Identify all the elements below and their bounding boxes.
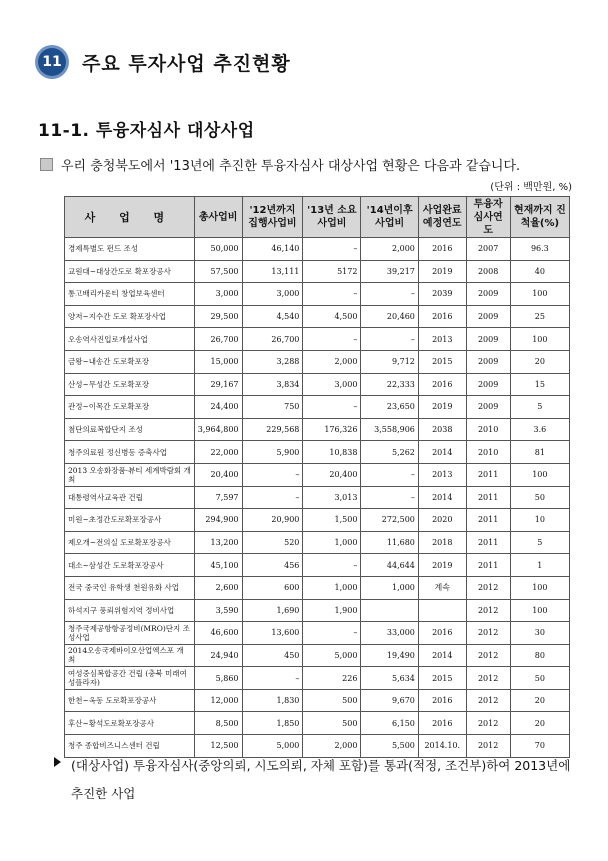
table-row xyxy=(65,644,570,667)
table-cell: – xyxy=(303,554,361,577)
table-row xyxy=(65,373,570,396)
table-cell: 15,000 xyxy=(194,350,242,373)
table-cell: 2018 xyxy=(418,531,466,554)
table-cell: 100 xyxy=(510,599,569,622)
section-title: 주요 투자사업 추진현황 xyxy=(82,52,291,75)
table-cell: 12,500 xyxy=(194,735,242,758)
table-cell: 2016 xyxy=(418,622,466,645)
table-cell: 450 xyxy=(242,644,303,667)
table-cell: 2014 xyxy=(418,644,466,667)
table-cell: 1,900 xyxy=(303,599,361,622)
project-name-cell: 미원~초정간도로확포장공사 xyxy=(65,509,195,532)
table-cell: 29,500 xyxy=(194,305,242,328)
table-cell: 456 xyxy=(242,554,303,577)
table-cell: 2011 xyxy=(466,531,510,554)
project-name-cell: 교원대~대상간도로 확포장공사 xyxy=(65,260,195,283)
table-cell: 19,490 xyxy=(361,644,418,667)
table-cell: 계속 xyxy=(418,576,466,599)
table-cell: 5 xyxy=(510,396,569,419)
table-cell: 2039 xyxy=(418,283,466,306)
table-cell: 13,600 xyxy=(242,622,303,645)
table-cell: 2011 xyxy=(466,554,510,577)
table-cell: 2009 xyxy=(466,305,510,328)
table-cell: 3.6 xyxy=(510,418,569,441)
table-cell: 2011 xyxy=(466,486,510,509)
table-cell: 39,217 xyxy=(361,260,418,283)
column-header: '12년까지 집행사업비 xyxy=(242,197,303,238)
project-name-cell: 한천~옥동 도로확포장공사 xyxy=(65,689,195,712)
table-cell: 24,940 xyxy=(194,644,242,667)
table-cell: 24,400 xyxy=(194,396,242,419)
table-cell: – xyxy=(303,283,361,306)
table-row xyxy=(65,667,570,690)
table-cell: 2011 xyxy=(466,509,510,532)
table-cell: 100 xyxy=(510,463,569,486)
investment-table xyxy=(64,196,570,758)
table-row xyxy=(65,396,570,419)
table-cell: 2012 xyxy=(466,667,510,690)
table-cell: 2014 xyxy=(418,486,466,509)
table-cell: 176,326 xyxy=(303,418,361,441)
project-name-cell: 오송역사진입로개설사업 xyxy=(65,328,195,351)
table-row xyxy=(65,350,570,373)
table-cell: 2015 xyxy=(418,350,466,373)
table-row xyxy=(65,328,570,351)
table-cell: 10 xyxy=(510,509,569,532)
table-cell: 2009 xyxy=(466,350,510,373)
table-cell: 229,568 xyxy=(242,418,303,441)
table-cell: 12,000 xyxy=(194,689,242,712)
project-name-cell: 대통령역사교육관 건립 xyxy=(65,486,195,509)
table-cell: 22,333 xyxy=(361,373,418,396)
table-cell: 11,680 xyxy=(361,531,418,554)
table-cell: 2016 xyxy=(418,373,466,396)
table-cell: 1 xyxy=(510,554,569,577)
column-header: 사 업 명 xyxy=(65,197,195,238)
table-cell: 500 xyxy=(303,689,361,712)
table-cell: 3,590 xyxy=(194,599,242,622)
table-cell: 2020 xyxy=(418,509,466,532)
project-name-cell: 하석지구 풍뢰위험지역 정비사업 xyxy=(65,599,195,622)
table-cell: 2015 xyxy=(418,667,466,690)
table-cell: 46,600 xyxy=(194,622,242,645)
table-cell: 1,000 xyxy=(303,531,361,554)
table-cell: 45,100 xyxy=(194,554,242,577)
project-name-cell: 관정~이목간 도로확포장 xyxy=(65,396,195,419)
table-cell: 3,558,906 xyxy=(361,418,418,441)
table-cell: 100 xyxy=(510,283,569,306)
table-row xyxy=(65,689,570,712)
table-cell: 3,964,800 xyxy=(194,418,242,441)
table-row xyxy=(65,238,570,261)
table-cell: 750 xyxy=(242,396,303,419)
table-row xyxy=(65,554,570,577)
table-cell: 5,634 xyxy=(361,667,418,690)
table-cell: – xyxy=(361,463,418,486)
subsection-title: 11-1. 투융자심사 대상사업 xyxy=(38,121,255,141)
table-cell: 81 xyxy=(510,441,569,464)
triangle-bullet-icon xyxy=(54,757,61,767)
table-cell: 2019 xyxy=(418,260,466,283)
table-row xyxy=(65,441,570,464)
table-cell: 2016 xyxy=(418,712,466,735)
column-header: 투융자 심사연도 xyxy=(466,197,510,238)
table-row xyxy=(65,283,570,306)
project-name-cell: 청주국제공항항공정비(MRO)단지 조성사업 xyxy=(65,622,195,645)
table-cell: 70 xyxy=(510,735,569,758)
project-name-cell: 경제특별도 펀드 조성 xyxy=(65,238,195,261)
table-cell: 5,900 xyxy=(242,441,303,464)
table-row xyxy=(65,305,570,328)
table-row xyxy=(65,576,570,599)
table-cell: 2016 xyxy=(418,238,466,261)
table-cell: 2010 xyxy=(466,441,510,464)
table-cell: 2014.10. xyxy=(418,735,466,758)
section-header xyxy=(38,48,291,76)
square-bullet-icon xyxy=(40,158,53,171)
table-cell: 2,600 xyxy=(194,576,242,599)
table-cell: 10,838 xyxy=(303,441,361,464)
table-cell: 3,000 xyxy=(303,373,361,396)
table-row xyxy=(65,418,570,441)
table-cell xyxy=(361,599,418,622)
table-cell: 20,400 xyxy=(303,463,361,486)
table-cell: – xyxy=(242,486,303,509)
table-row xyxy=(65,486,570,509)
table-cell: 600 xyxy=(242,576,303,599)
table-cell: 7,597 xyxy=(194,486,242,509)
table-cell: – xyxy=(303,238,361,261)
project-name-cell: 후산~황석도로확포장공사 xyxy=(65,712,195,735)
table-cell: 5,000 xyxy=(303,644,361,667)
table-cell: 9,670 xyxy=(361,689,418,712)
table-cell: 20 xyxy=(510,712,569,735)
table-cell: 2038 xyxy=(418,418,466,441)
project-name-cell: 제오개~전의실 도로확포장공사 xyxy=(65,531,195,554)
project-name-cell: 산성~무성간 도로확포장 xyxy=(65,373,195,396)
table-cell: 15 xyxy=(510,373,569,396)
table-cell: 5172 xyxy=(303,260,361,283)
section-number-badge: 11 xyxy=(38,48,66,76)
intro-line xyxy=(40,155,520,174)
table-cell: 2014 xyxy=(418,441,466,464)
table-cell: 2019 xyxy=(418,554,466,577)
project-name-cell: 통고배리카운티 창업보육센터 xyxy=(65,283,195,306)
table-cell: 2009 xyxy=(466,328,510,351)
table-cell: 4,500 xyxy=(303,305,361,328)
table-cell: 50 xyxy=(510,486,569,509)
table-cell: 29,167 xyxy=(194,373,242,396)
table-cell: 13,111 xyxy=(242,260,303,283)
table-cell: 20,400 xyxy=(194,463,242,486)
table-cell: 25 xyxy=(510,305,569,328)
table-row xyxy=(65,463,570,486)
table-cell: 2012 xyxy=(466,576,510,599)
table-cell: 294,900 xyxy=(194,509,242,532)
table-cell: 2008 xyxy=(466,260,510,283)
table-cell: 4,540 xyxy=(242,305,303,328)
table-cell: 226 xyxy=(303,667,361,690)
project-name-cell: 2013 오송화장품·뷰티 세계박람회 개최 xyxy=(65,463,195,486)
table-cell: 26,700 xyxy=(194,328,242,351)
table-cell: 100 xyxy=(510,576,569,599)
table-cell: 2019 xyxy=(418,396,466,419)
project-name-cell: 청주 종합비즈니스센터 건립 xyxy=(65,735,195,758)
note xyxy=(48,752,576,808)
table-cell: 2012 xyxy=(466,712,510,735)
column-header: '13년 소요사업비 xyxy=(303,197,361,238)
table-header-row xyxy=(65,197,570,238)
note-text: (대상사업) 투융자심사(중앙의뢰, 시도의뢰, 자체 포함)를 통과(적정, 조건부)하여 2013년에 추진한 사업 xyxy=(71,758,571,801)
table-cell: 5,262 xyxy=(361,441,418,464)
table-cell: 520 xyxy=(242,531,303,554)
table-cell: – xyxy=(303,328,361,351)
table-cell: 1,000 xyxy=(303,576,361,599)
table-cell: 20,900 xyxy=(242,509,303,532)
table-cell: 1,830 xyxy=(242,689,303,712)
table-row xyxy=(65,622,570,645)
table-cell: 2009 xyxy=(466,396,510,419)
table-cell: 2010 xyxy=(466,418,510,441)
table-cell: 33,000 xyxy=(361,622,418,645)
table-cell: 30 xyxy=(510,622,569,645)
table-cell: 100 xyxy=(510,328,569,351)
table-cell: – xyxy=(303,396,361,419)
table-cell: 8,500 xyxy=(194,712,242,735)
table-cell: 3,000 xyxy=(194,283,242,306)
table-row xyxy=(65,531,570,554)
table-cell: 5 xyxy=(510,531,569,554)
table-cell: 2011 xyxy=(466,463,510,486)
table-cell: 96.3 xyxy=(510,238,569,261)
table-cell: 2009 xyxy=(466,373,510,396)
project-name-cell: 청주의료원 정신병동 증축사업 xyxy=(65,441,195,464)
table-cell: 2016 xyxy=(418,689,466,712)
table-cell: 9,712 xyxy=(361,350,418,373)
intro-text: 우리 충청북도에서 '13년에 추진한 투융자심사 대상사업 현황은 다음과 같습니다. xyxy=(61,159,521,174)
project-name-cell: 2014오송국제바이오산업엑스포 개최 xyxy=(65,644,195,667)
project-name-cell: 전국 중국인 유학생 천원유화 사업 xyxy=(65,576,195,599)
unit-label: (단위 : 백만원, %) xyxy=(490,182,572,193)
table-cell: 1,690 xyxy=(242,599,303,622)
column-header: 총사업비 xyxy=(194,197,242,238)
table-cell: 2012 xyxy=(466,644,510,667)
table-cell: 5,860 xyxy=(194,667,242,690)
table-cell: 13,200 xyxy=(194,531,242,554)
table-cell: 2016 xyxy=(418,305,466,328)
project-name-cell: 대소~삼성간 도로확포장공사 xyxy=(65,554,195,577)
project-name-cell: 여성중심복합공간 건립 (충북 미래여성플라자) xyxy=(65,667,195,690)
table-cell: 22,000 xyxy=(194,441,242,464)
table-cell xyxy=(418,599,466,622)
table-cell: 3,834 xyxy=(242,373,303,396)
table-cell: 2,000 xyxy=(361,238,418,261)
table-row xyxy=(65,712,570,735)
table-cell: 2009 xyxy=(466,283,510,306)
table-row xyxy=(65,599,570,622)
table-cell: 2007 xyxy=(466,238,510,261)
table-cell: 50 xyxy=(510,667,569,690)
table-cell: 20 xyxy=(510,350,569,373)
table-cell: 40 xyxy=(510,260,569,283)
table-cell: 80 xyxy=(510,644,569,667)
table-cell: 1,500 xyxy=(303,509,361,532)
table-cell: 3,000 xyxy=(242,283,303,306)
table-cell: 5,500 xyxy=(361,735,418,758)
table-cell: 2,000 xyxy=(303,350,361,373)
table-cell: – xyxy=(361,328,418,351)
project-name-cell: 양저~지수간 도로 확포장사업 xyxy=(65,305,195,328)
table-row xyxy=(65,509,570,532)
table-cell: 2013 xyxy=(418,328,466,351)
table-cell: 6,150 xyxy=(361,712,418,735)
table-cell: 46,140 xyxy=(242,238,303,261)
table-cell: 20 xyxy=(510,689,569,712)
project-name-cell: 금왕~내송간 도로확포장 xyxy=(65,350,195,373)
table-cell: 5,000 xyxy=(242,735,303,758)
table-cell: 20,460 xyxy=(361,305,418,328)
table-cell: 2012 xyxy=(466,622,510,645)
table-cell: 1,000 xyxy=(361,576,418,599)
table-cell: – xyxy=(242,667,303,690)
table-row xyxy=(65,260,570,283)
table-cell: 2012 xyxy=(466,599,510,622)
project-name-cell: 첨단의료복합단지 조성 xyxy=(65,418,195,441)
column-header: 사업완료 예정연도 xyxy=(418,197,466,238)
table-cell: 2,000 xyxy=(303,735,361,758)
table-cell: 272,500 xyxy=(361,509,418,532)
table-cell: 44,644 xyxy=(361,554,418,577)
table-cell: – xyxy=(303,622,361,645)
table-cell: 26,700 xyxy=(242,328,303,351)
table-cell: – xyxy=(361,283,418,306)
table-cell: 500 xyxy=(303,712,361,735)
table-cell: 3,013 xyxy=(303,486,361,509)
table-cell: 2013 xyxy=(418,463,466,486)
column-header: '14년이후 사업비 xyxy=(361,197,418,238)
table-cell: 23,650 xyxy=(361,396,418,419)
table-cell: 2012 xyxy=(466,689,510,712)
table-cell: 1,850 xyxy=(242,712,303,735)
table-cell: – xyxy=(242,463,303,486)
column-header: 현재까지 진척율(%) xyxy=(510,197,569,238)
table-cell: 57,500 xyxy=(194,260,242,283)
table-cell: – xyxy=(361,486,418,509)
table-cell: 2012 xyxy=(466,735,510,758)
table-cell: 50,000 xyxy=(194,238,242,261)
table-cell: 3,288 xyxy=(242,350,303,373)
